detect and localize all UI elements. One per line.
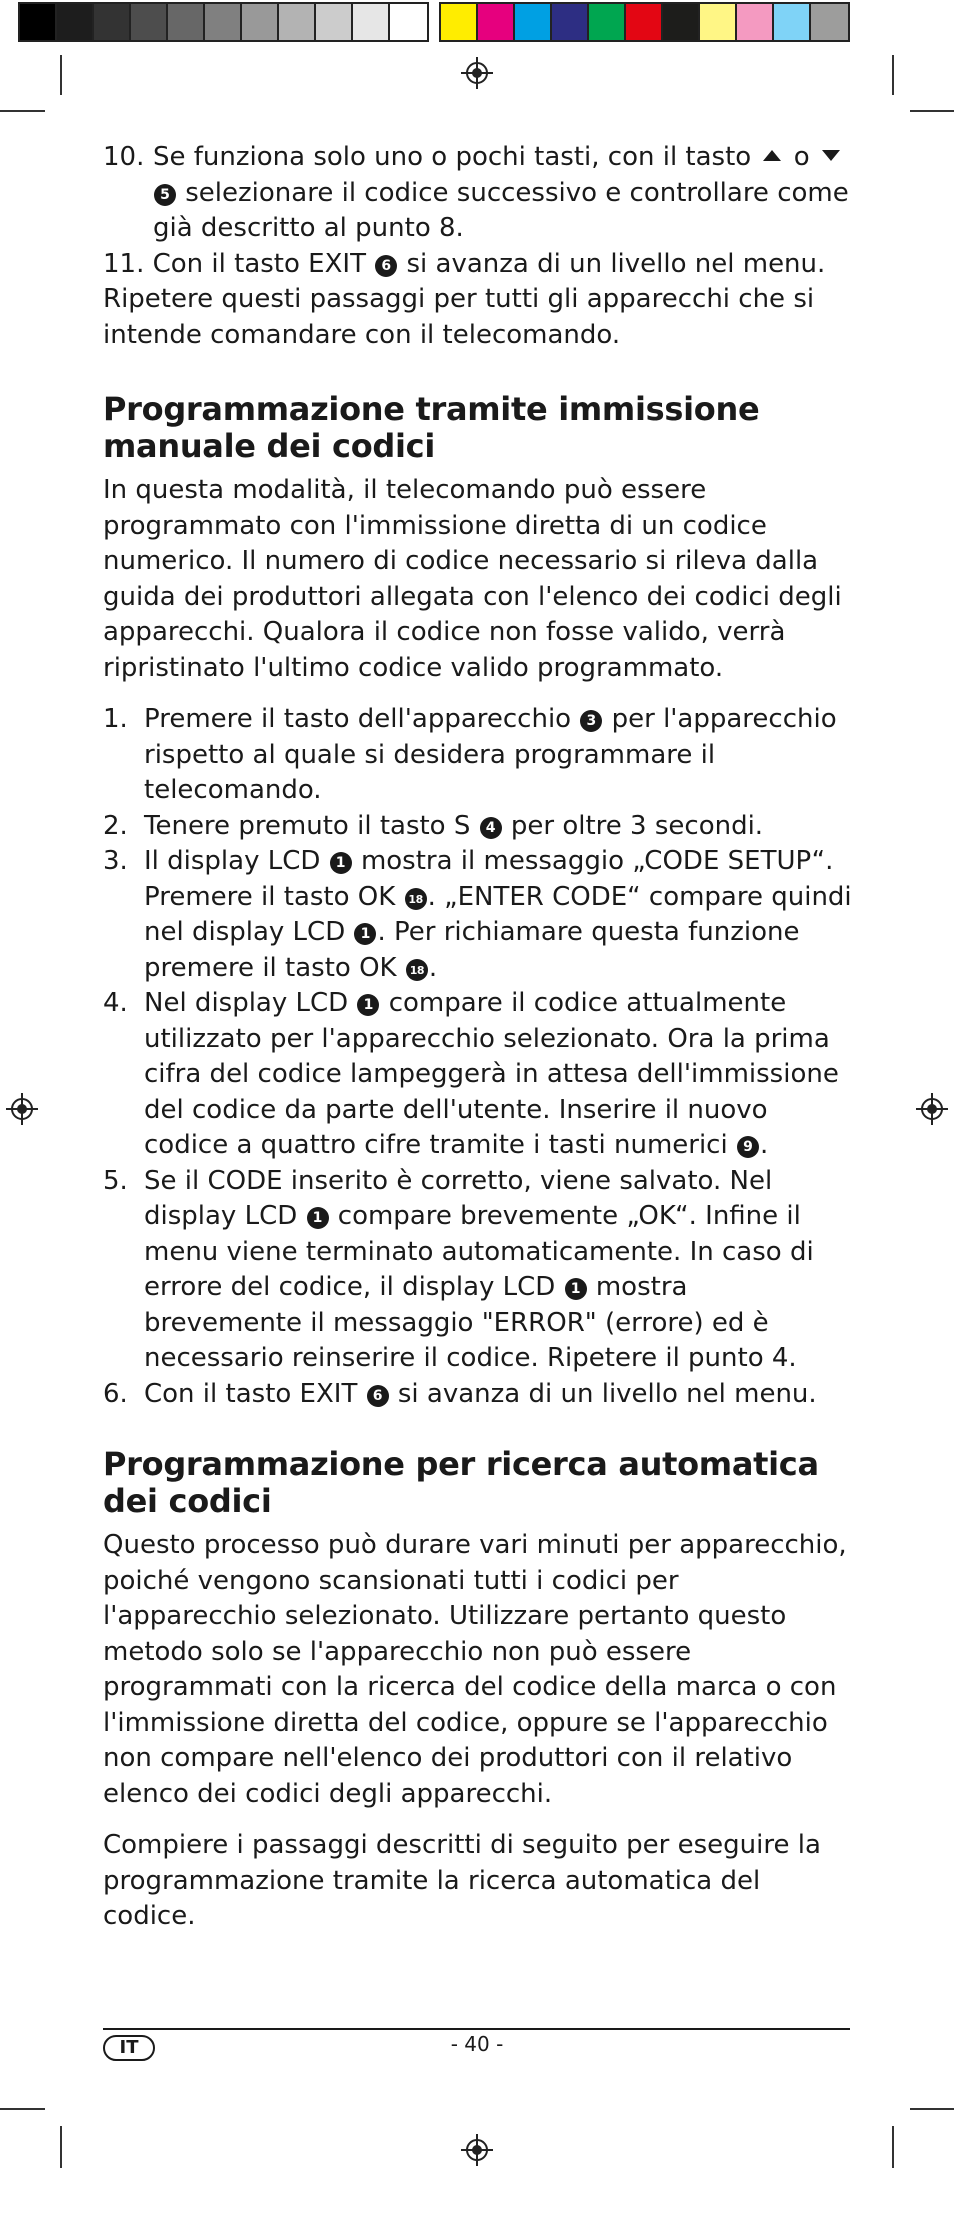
color-swatch xyxy=(390,4,427,40)
step-text: Se funziona solo uno o pochi tasti, con il tasto o 5 selezionare il codice successivo e controllare come già descritto al punto 8. xyxy=(153,142,849,243)
ref-number-icon: 6 xyxy=(367,1385,389,1407)
list-item: 5. Se il CODE inserito è corretto, viene salvato. Nel display LCD 1 compare brevemente „OK“. Infine il menu viene terminato automaticamente. In caso di errore del codice, il display LCD 1 mostra brevemente il messaggio "ERROR" (errore) ed è necessario reinserire il codice. Ripetere il punto 4. xyxy=(103,1165,814,1373)
color-swatch xyxy=(626,4,663,40)
registration-mark-icon xyxy=(461,57,493,89)
list-item: 6. Con il tasto EXIT 6 si avanza di un livello nel menu. xyxy=(103,1378,817,1409)
ref-number-icon: 4 xyxy=(480,817,502,839)
registration-mark-icon xyxy=(461,2134,493,2166)
color-swatch xyxy=(811,4,848,40)
ref-number-icon: 1 xyxy=(565,1278,587,1300)
step-number: 10. xyxy=(103,142,145,172)
section-paragraph: Questo processo può durare vari minuti per apparecchio, poiché vengono scansionati tutti i codici per l'apparecchio selezionato. Utilizzare pertanto questo metodo solo se l'apparecchio non può essere programmati con la ricerca del codice della marca o con l'immissione diretta del codice, oppure se l'apparecchio non compare nell'elenco dei produttori con il relativo elenco dei codici degli apparecchi. xyxy=(103,1530,847,1809)
ref-number-icon: 18 xyxy=(406,959,428,981)
crop-mark xyxy=(910,110,954,112)
list-item: 2. Tenere premuto il tasto S 4 per oltre 3 secondi. xyxy=(103,810,764,841)
registration-mark-icon xyxy=(916,1093,948,1125)
step-10 xyxy=(103,140,853,247)
color-swatch xyxy=(316,4,353,40)
color-swatch xyxy=(552,4,589,40)
color-swatch xyxy=(663,4,700,40)
color-swatch xyxy=(94,4,131,40)
color-swatch xyxy=(515,4,552,40)
crop-mark xyxy=(892,55,894,95)
list-item: 1. Premere il tasto dell'apparecchio 3 per l'apparecchio rispetto al quale si desidera programmare il telecomando. xyxy=(103,704,837,805)
ref-number-icon: 6 xyxy=(375,255,397,277)
color-swatch xyxy=(205,4,242,40)
ref-number-icon: 3 xyxy=(580,710,602,732)
ref-number-icon: 5 xyxy=(154,184,176,206)
section-heading: Programmazione tramite immissione manuale dei codici xyxy=(103,390,760,465)
color-swatch xyxy=(774,4,811,40)
color-swatch xyxy=(353,4,390,40)
page-number: - 40 - xyxy=(450,2032,504,2056)
arrow-down-icon xyxy=(822,150,840,161)
crop-mark xyxy=(0,110,45,112)
color-swatches xyxy=(439,2,850,42)
color-swatch xyxy=(700,4,737,40)
crop-mark xyxy=(0,2108,45,2110)
crop-mark xyxy=(910,2108,954,2110)
registration-mark-icon xyxy=(6,1093,38,1125)
section-intro: In questa modalità, il telecomando può essere programmato con l'immissione diretta di un codice numerico. Il numero di codice necessario si rileva dalla guida dei produttori allegata con l'elenco dei codici degli apparecchi. Qualora il codice non fosse valido, verrà ripristinato l'ultimo codice valido programmato. xyxy=(103,475,842,683)
crop-mark xyxy=(60,2126,62,2168)
color-swatch xyxy=(57,4,94,40)
color-calibration-bar xyxy=(18,2,850,42)
section-heading: Programmazione per ricerca automatica dei codici xyxy=(103,1445,819,1520)
language-badge: IT xyxy=(103,2035,155,2061)
page-content xyxy=(103,140,853,1935)
list-item: 3. Il display LCD 1 mostra il messaggio „CODE SETUP“. Premere il tasto OK 18 . „ENTER CODE“ compare quindi nel display LCD 1 . Per richiamare questa funzione premere il tasto OK 18 . xyxy=(103,846,852,983)
crop-mark xyxy=(892,2126,894,2168)
ref-number-icon: 1 xyxy=(357,994,379,1016)
color-swatch xyxy=(20,4,57,40)
color-swatch xyxy=(131,4,168,40)
ref-number-icon: 1 xyxy=(354,923,376,945)
footer-divider xyxy=(103,2028,850,2030)
color-swatch xyxy=(478,4,515,40)
section-paragraph: Compiere i passaggi descritti di seguito per eseguire la programmazione tramite la ricerca automatica del codice. xyxy=(103,1830,821,1931)
color-swatch xyxy=(737,4,774,40)
list-item: 4. Nel display LCD 1 compare il codice attualmente utilizzato per l'apparecchio selezionato. Ora la prima cifra del codice lampeggerà in attesa dell'immissione del codice da parte dell'utente. Inserire il nuovo codice a quattro cifre tramite i tasti numerici 9 . xyxy=(103,988,839,1160)
arrow-up-icon xyxy=(763,150,781,161)
color-swatch xyxy=(441,4,478,40)
ref-number-icon: 1 xyxy=(330,852,352,874)
ref-number-icon: 18 xyxy=(405,888,427,910)
step-11: 11. Con il tasto EXIT 6 si avanza di un livello nel menu. Ripetere questi passaggi per tutti gli apparecchi che si intende comandare con il telecomando. xyxy=(103,248,826,350)
ref-number-icon: 9 xyxy=(737,1136,759,1158)
steps-list xyxy=(103,702,853,1412)
color-swatch xyxy=(279,4,316,40)
crop-mark xyxy=(60,55,62,95)
color-swatch xyxy=(589,4,626,40)
color-swatch xyxy=(242,4,279,40)
color-swatch xyxy=(168,4,205,40)
ref-number-icon: 1 xyxy=(307,1207,329,1229)
grayscale-swatches xyxy=(18,2,429,42)
